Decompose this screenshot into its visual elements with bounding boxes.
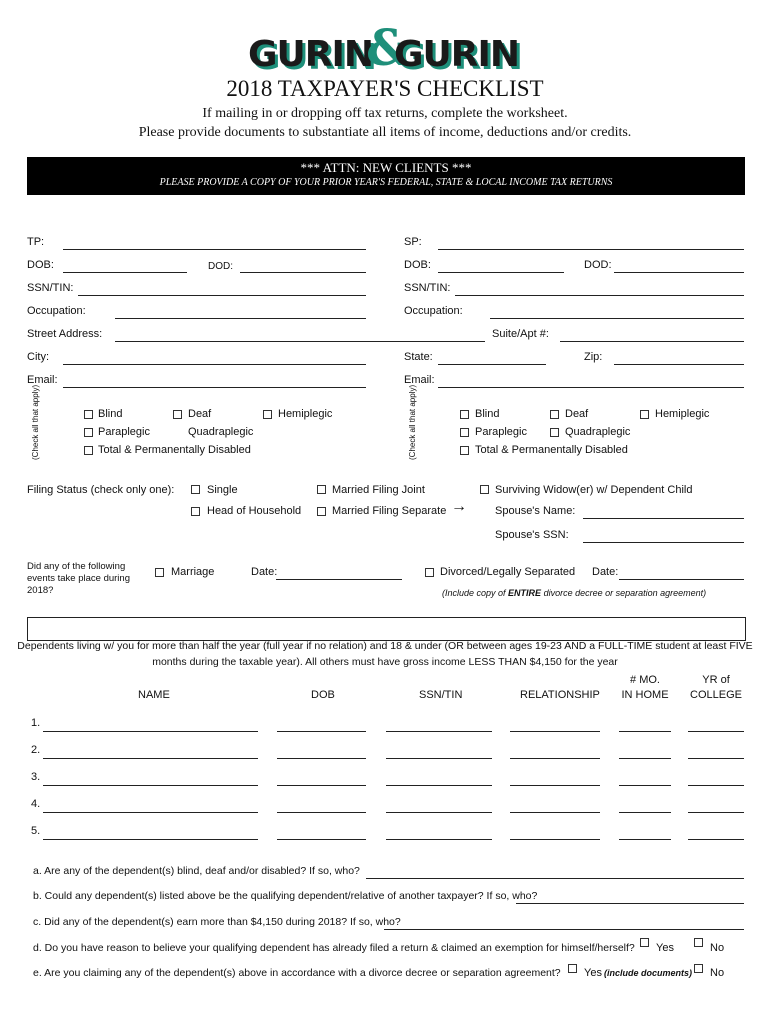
spouse-ssn-field[interactable] xyxy=(583,542,744,543)
sp-email-field[interactable] xyxy=(438,387,744,388)
sp-blind-label: Blind xyxy=(475,408,500,420)
tp-total-disabled-label: Total & Permanentally Disabled xyxy=(98,444,251,456)
sp-field[interactable] xyxy=(438,249,744,250)
divorce-note-bold: ENTIRE xyxy=(508,588,542,598)
question-e: e. Are you claiming any of the dependent(s) above in accordance with a divorce decree or separation agreement? xyxy=(33,967,561,979)
sp-ssn-label: SSN/TIN: xyxy=(404,282,451,294)
sp-quadraplegic-checkbox[interactable] xyxy=(550,428,559,437)
divorce-label: Divorced/Legally Separated xyxy=(440,566,576,578)
banner-line-2: PLEASE PROVIDE A COPY OF YOUR PRIOR YEAR'S FEDERAL, STATE & LOCAL INCOME TAX RETURNS xyxy=(159,177,613,188)
question-b-field[interactable] xyxy=(516,903,744,904)
col-header-college-1: YR of xyxy=(702,674,730,686)
row-number: 1. xyxy=(31,717,41,729)
dependent-relationship-field[interactable] xyxy=(510,731,600,732)
marriage-label: Marriage xyxy=(171,566,215,578)
col-header-months-1: # MO. xyxy=(630,674,660,686)
dependent-college-field[interactable] xyxy=(688,731,744,732)
dependent-relationship-field[interactable] xyxy=(510,839,600,840)
tp-ssn-label: SSN/TIN: xyxy=(27,282,74,294)
dependent-college-field[interactable] xyxy=(688,758,744,759)
filing-status-label: Filing Status (check only one): xyxy=(27,484,175,496)
question-e-yes-label: Yes xyxy=(584,967,602,979)
col-header-dob: DOB xyxy=(311,689,335,701)
tp-paraplegic-label: Paraplegic xyxy=(98,426,150,438)
dependent-dob-field[interactable] xyxy=(277,839,366,840)
sp-dod-field[interactable] xyxy=(614,272,744,273)
tp-hemiplegic-checkbox[interactable] xyxy=(263,410,272,419)
dependent-name-field[interactable] xyxy=(43,785,258,786)
dependent-months-field[interactable] xyxy=(619,731,671,732)
dependent-college-field[interactable] xyxy=(688,785,744,786)
row-number: 2. xyxy=(31,744,41,756)
sp-dob-label: DOB: xyxy=(404,259,431,271)
divorce-date-field[interactable] xyxy=(619,579,744,580)
widow-label: Surviving Widow(er) w/ Dependent Child xyxy=(495,484,693,496)
sp-deaf-checkbox[interactable] xyxy=(550,410,559,419)
sp-check-all-note: (Check all that apply) xyxy=(408,384,417,460)
question-d-yes-label: Yes xyxy=(656,942,674,954)
logo-word-left: GURIN xyxy=(248,34,374,75)
include-documents-note: (include documents) xyxy=(604,968,693,978)
spouse-ssn-label: Spouse's SSN: xyxy=(495,529,569,541)
question-d: d. Do you have reason to believe your qualifying dependent has already filed a return & claimed an exemption for himself/herself? xyxy=(33,942,635,954)
tp-blind-checkbox[interactable] xyxy=(84,410,93,419)
logo-word-right: GURIN xyxy=(394,34,520,75)
dependent-dob-field[interactable] xyxy=(277,731,366,732)
dependent-months-field[interactable] xyxy=(619,839,671,840)
question-a: a. Are any of the dependent(s) blind, deaf and/or disabled? If so, who? xyxy=(33,865,360,877)
logo-ampersand: & xyxy=(366,18,412,77)
dependent-dob-field[interactable] xyxy=(277,812,366,813)
suite-field[interactable] xyxy=(560,341,744,342)
tp-occupation-field[interactable] xyxy=(115,318,366,319)
col-header-name: NAME xyxy=(138,689,170,701)
page-title: 2018 TAXPAYER'S CHECKLIST xyxy=(226,76,544,101)
dependent-ssn-field[interactable] xyxy=(386,758,492,759)
tp-email-label: Email: xyxy=(27,374,58,386)
tp-ssn-field[interactable] xyxy=(78,295,366,296)
divorce-date-label: Date: xyxy=(592,566,619,578)
divorce-checkbox[interactable] xyxy=(425,568,434,577)
dependent-name-field[interactable] xyxy=(43,812,258,813)
tp-label: TP: xyxy=(27,236,45,248)
sp-hemiplegic-checkbox[interactable] xyxy=(640,410,649,419)
sp-dod-label: DOD: xyxy=(584,259,612,271)
suite-label: Suite/Apt #: xyxy=(492,328,549,340)
sp-email-label: Email: xyxy=(404,374,435,386)
marriage-date-field[interactable] xyxy=(276,579,402,580)
question-b: b. Could any dependent(s) listed above be the qualifying dependent/relative of another taxpayer? If so, who? xyxy=(33,890,538,902)
dependent-ssn-field[interactable] xyxy=(386,812,492,813)
dependent-dob-field[interactable] xyxy=(277,785,366,786)
question-c: c. Did any of the dependent(s) earn more than $4,150 during 2018? If so, who? xyxy=(33,916,401,928)
dependent-relationship-field[interactable] xyxy=(510,785,600,786)
row-number: 3. xyxy=(31,771,41,783)
mfj-checkbox[interactable] xyxy=(317,485,326,494)
sp-blind-checkbox[interactable] xyxy=(460,410,469,419)
divorce-note-pre: (Include copy of xyxy=(442,588,509,598)
widow-checkbox[interactable] xyxy=(480,485,489,494)
sp-paraplegic-checkbox[interactable] xyxy=(460,428,469,437)
dependent-relationship-field[interactable] xyxy=(510,758,600,759)
divorce-note xyxy=(442,588,706,598)
tp-blind-label: Blind xyxy=(98,408,123,420)
dependent-ssn-field[interactable] xyxy=(386,839,492,840)
sp-total-disabled-checkbox[interactable] xyxy=(460,446,469,455)
mfs-checkbox[interactable] xyxy=(317,507,326,516)
sp-hemiplegic-label: Hemiplegic xyxy=(655,408,710,420)
col-header-college-2: COLLEGE xyxy=(690,689,742,701)
sp-dob-field[interactable] xyxy=(438,272,564,273)
tp-occupation-label: Occupation: xyxy=(27,305,86,317)
question-d-no-label: No xyxy=(710,942,725,954)
dependent-name-field[interactable] xyxy=(43,731,258,732)
spouse-name-label: Spouse's Name: xyxy=(495,505,576,517)
street-label: Street Address: xyxy=(27,328,103,340)
tp-dod-field[interactable] xyxy=(240,272,366,273)
dependents-intro-2: months during the taxable year). All others must have gross income LESS THAN $4,150 for the year xyxy=(152,656,618,668)
dependent-months-field[interactable] xyxy=(619,758,671,759)
question-d-yes-checkbox[interactable] xyxy=(640,938,649,947)
sp-total-disabled-label: Total & Permanentally Disabled xyxy=(475,444,628,456)
tp-deaf-checkbox[interactable] xyxy=(173,410,182,419)
tp-check-all-note: (Check all that apply) xyxy=(31,384,40,460)
col-header-relationship: RELATIONSHIP xyxy=(520,689,600,701)
zip-field[interactable] xyxy=(614,364,744,365)
subtitle-2: Please provide documents to substantiate all items of income, deductions and/or credits. xyxy=(138,125,632,140)
tp-dod-label: DOD: xyxy=(208,261,233,272)
tp-deaf-label: Deaf xyxy=(188,408,212,420)
dependents-intro-1: Dependents living w/ you for more than half the year (full year if no relation) and 18 & under (OR between ages 19-23 AND a FULL-TIME student at least FIVE xyxy=(17,640,753,652)
tp-total-disabled-checkbox[interactable] xyxy=(84,446,93,455)
zip-label: Zip: xyxy=(584,351,603,363)
dependent-college-field[interactable] xyxy=(688,839,744,840)
col-header-ssn: SSN/TIN xyxy=(419,689,463,701)
arrow-right-icon: → xyxy=(451,498,467,515)
dependent-months-field[interactable] xyxy=(619,812,671,813)
tp-dob-label: DOB: xyxy=(27,259,54,271)
tp-paraplegic-checkbox[interactable] xyxy=(84,428,93,437)
dependent-name-field[interactable] xyxy=(43,758,258,759)
row-number: 5. xyxy=(31,825,41,837)
col-header-months-2: IN HOME xyxy=(621,689,669,701)
mfj-label: Married Filing Joint xyxy=(332,484,425,496)
tp-dob-field[interactable] xyxy=(63,272,187,273)
row-number: 4. xyxy=(31,798,41,810)
single-checkbox[interactable] xyxy=(191,485,200,494)
question-e-no-checkbox[interactable] xyxy=(694,964,703,973)
question-a-field[interactable] xyxy=(366,878,744,879)
dependent-name-field[interactable] xyxy=(43,839,258,840)
banner-line-1: *** ATTN: NEW CLIENTS *** xyxy=(300,160,472,175)
hoh-label: Head of Household xyxy=(207,505,302,517)
company-logo xyxy=(248,18,522,78)
dependent-dob-field[interactable] xyxy=(277,758,366,759)
subtitle-1: If mailing in or dropping off tax returns, complete the worksheet. xyxy=(202,106,568,121)
dependent-college-field[interactable] xyxy=(688,812,744,813)
marriage-checkbox[interactable] xyxy=(155,568,164,577)
question-c-field[interactable] xyxy=(384,929,744,930)
sp-paraplegic-label: Paraplegic xyxy=(475,426,527,438)
dependent-relationship-field[interactable] xyxy=(510,812,600,813)
spouse-name-field[interactable] xyxy=(583,518,744,519)
sp-occupation-field[interactable] xyxy=(490,318,744,319)
new-clients-banner xyxy=(27,157,745,195)
mfs-label: Married Filing Separate xyxy=(332,505,447,517)
question-e-yes-checkbox[interactable] xyxy=(568,964,577,973)
divorce-note-post: divorce decree or separation agreement) xyxy=(541,588,707,598)
sp-quadraplegic-label: Quadraplegic xyxy=(565,426,631,438)
dependent-months-field[interactable] xyxy=(619,785,671,786)
question-d-no-checkbox[interactable] xyxy=(694,938,703,947)
blank-box xyxy=(27,617,746,641)
tp-email-field[interactable] xyxy=(63,387,366,388)
events-question: Did any of the following events take place during 2018? xyxy=(27,561,130,596)
street-field[interactable] xyxy=(115,341,485,342)
city-label: City: xyxy=(27,351,49,363)
tp-hemiplegic-label: Hemiplegic xyxy=(278,408,333,420)
city-field[interactable] xyxy=(63,364,366,365)
state-label: State: xyxy=(404,351,433,363)
tp-quadraplegic-label: Quadraplegic xyxy=(188,426,254,438)
sp-ssn-field[interactable] xyxy=(455,295,744,296)
dependent-ssn-field[interactable] xyxy=(386,785,492,786)
dependent-ssn-field[interactable] xyxy=(386,731,492,732)
sp-deaf-label: Deaf xyxy=(565,408,589,420)
hoh-checkbox[interactable] xyxy=(191,507,200,516)
state-field[interactable] xyxy=(438,364,546,365)
sp-occupation-label: Occupation: xyxy=(404,305,463,317)
tp-field[interactable] xyxy=(63,249,366,250)
question-e-no-label: No xyxy=(710,967,725,979)
sp-label: SP: xyxy=(404,236,422,248)
single-label: Single xyxy=(207,484,238,496)
marriage-date-label: Date: xyxy=(251,566,278,578)
